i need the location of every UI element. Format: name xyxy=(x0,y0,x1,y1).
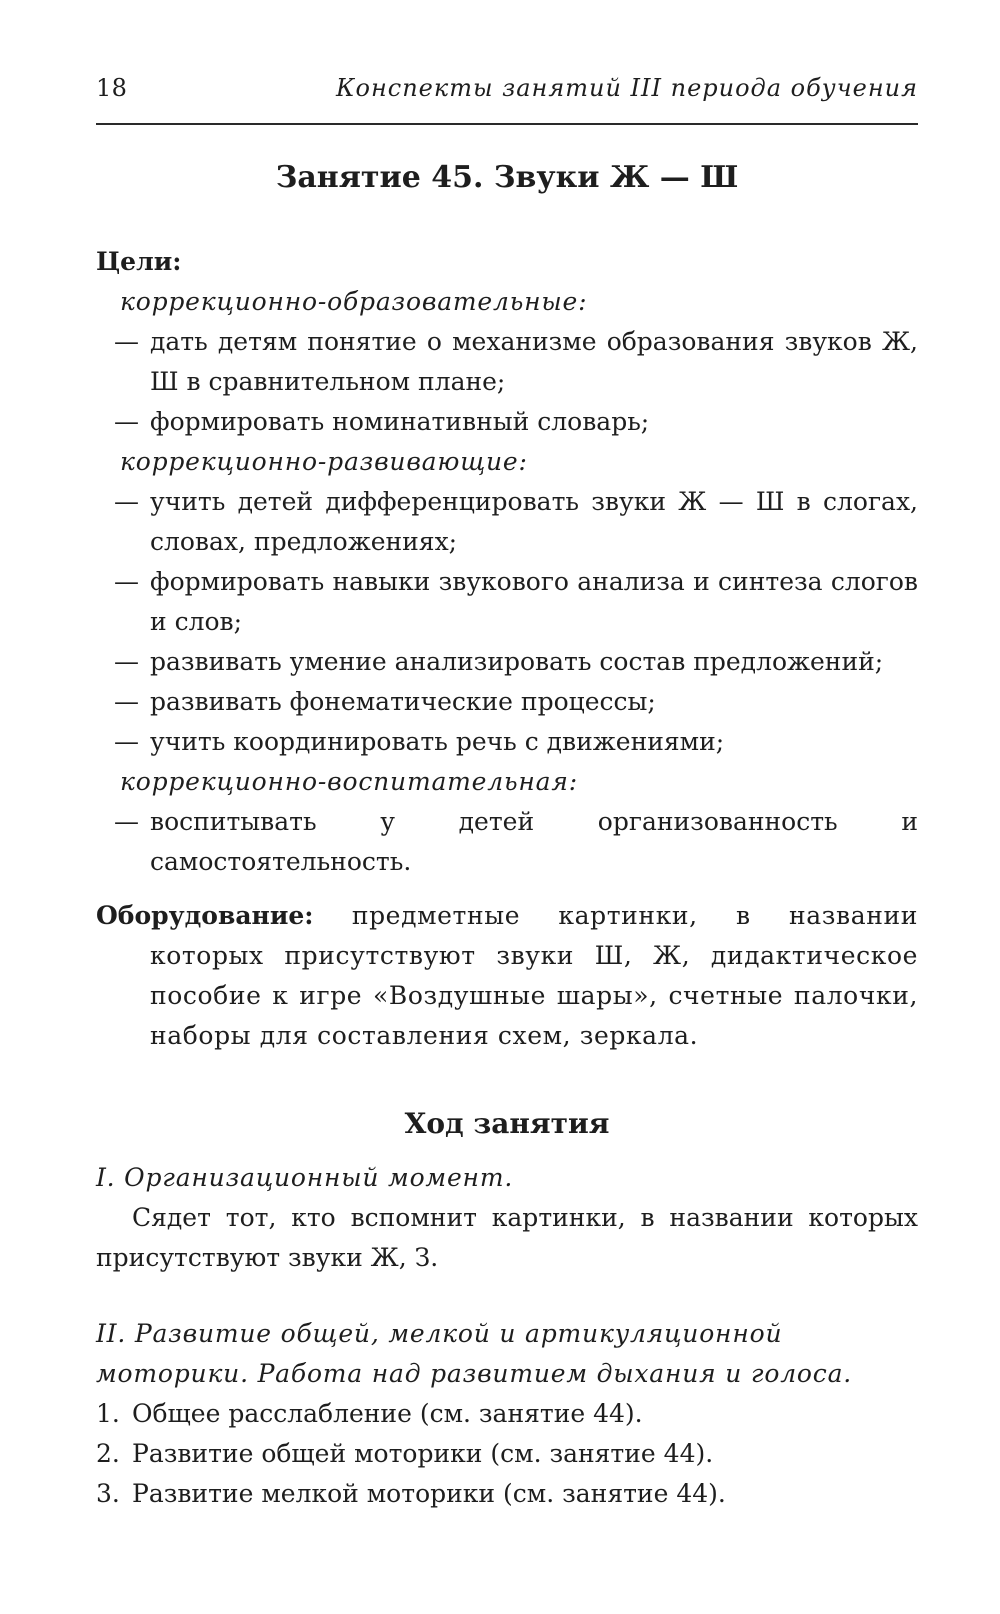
stage-text: Сядет тот, кто вспомнит картинки, в названии которых присутствуют звуки Ж, З. xyxy=(96,1203,918,1272)
goal-item: — развивать умение анализировать состав предложений; xyxy=(114,647,884,676)
goals-label: Цели: xyxy=(96,247,182,276)
numbered-item: 2. Развитие общей моторики (см. занятие 44). xyxy=(96,1439,714,1468)
goal-item: — развивать фонематические процессы; xyxy=(114,687,656,716)
goal-item: — формировать номинативный словарь; xyxy=(114,407,650,436)
running-title: Конспекты занятий III периода обучения xyxy=(335,74,918,102)
goal-item: — учить координировать речь с движениями; xyxy=(114,727,725,756)
goal-item: — учить детей дифференцировать звуки Ж — Ш в слогах, словах, предложениях; xyxy=(114,487,918,556)
equipment-label: Оборудование: xyxy=(96,901,314,930)
numbered-item: 1. Общее расслабление (см. занятие 44). xyxy=(96,1399,643,1428)
progress-title: Ход занятия xyxy=(404,1107,610,1140)
goal-category: коррекционно-развивающие: xyxy=(120,447,528,476)
goal-item: — воспитывать у детей организованность и самостоятельность. xyxy=(114,807,918,876)
page-number: 18 xyxy=(96,74,128,102)
stage-title: I. Организационный момент. xyxy=(96,1163,514,1192)
numbered-item: 3. Развитие мелкой моторики (см. занятие 44). xyxy=(96,1479,726,1508)
page-body xyxy=(96,156,918,1514)
equipment-paragraph xyxy=(96,896,918,1056)
goal-category: коррекционно-образовательные: xyxy=(120,287,588,316)
stage-title: II. Развитие общей, мелкой и артикуляционной моторики. Работа над развитием дыхания и голоса. xyxy=(96,1319,853,1388)
goal-item: — формировать навыки звукового анализа и синтеза слогов и слов; xyxy=(114,567,918,636)
equipment-text: предметные картинки, в названии которых присутствуют звуки Ш, Ж, дидактическое пособие к игре «Воздушные шары», счетные палочки, наборы для составления схем, зеркала. xyxy=(150,901,918,1050)
header-rule xyxy=(96,123,918,125)
running-header xyxy=(96,74,918,102)
lesson-title: Занятие 45. Звуки Ж — Ш xyxy=(275,160,739,195)
goal-item: — дать детям понятие о механизме образования звуков Ж, Ш в сравнительном плане; xyxy=(114,327,918,396)
goal-category: коррекционно-воспитательная: xyxy=(120,767,578,796)
